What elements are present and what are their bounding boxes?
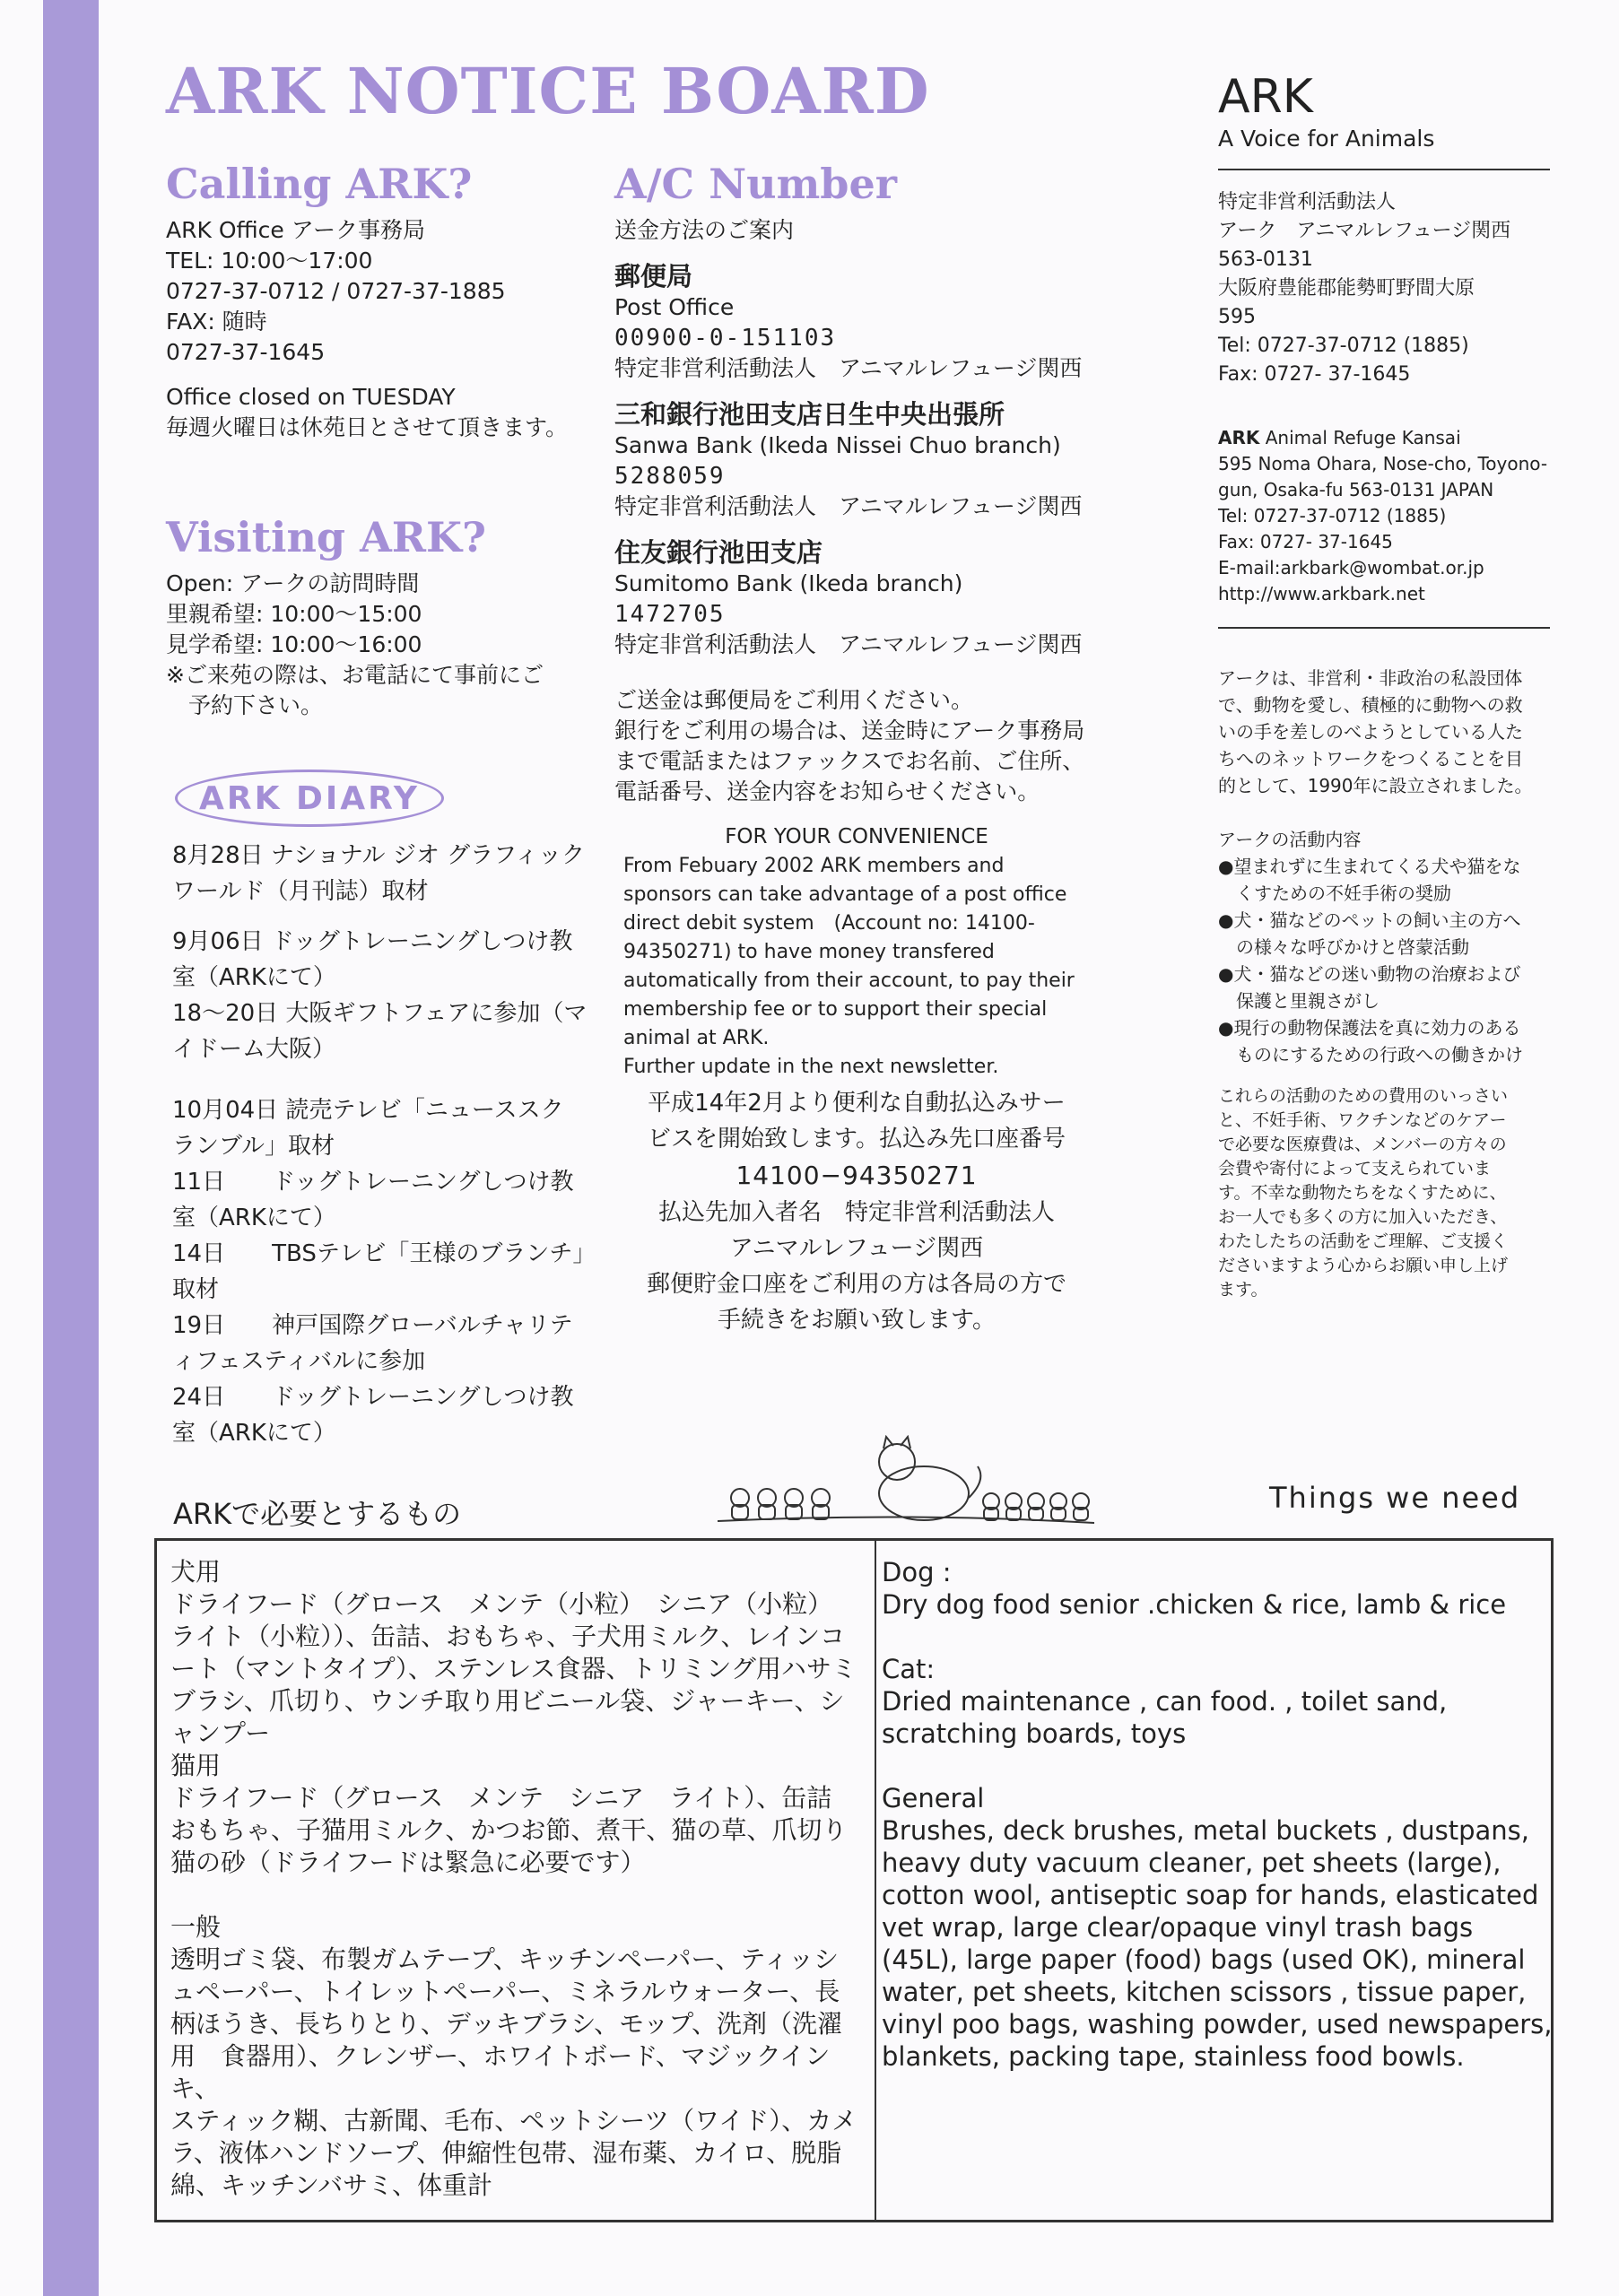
remit-notice: 電話番号、送金内容をお知らせください。 [614, 778, 1040, 804]
diary-list [172, 838, 612, 1451]
ac-number-section [614, 160, 1099, 1338]
bank-name-en: Sanwa Bank (Ikeda Nissei Chuo branch) [614, 432, 1061, 458]
remit-notice: ご送金は郵便局をご利用ください。 [614, 687, 974, 713]
activities-title: アークの活動内容 [1218, 829, 1362, 850]
closed-notice-ja: 毎週火曜日は休苑日とさせて頂きます。 [166, 414, 569, 440]
org-en-name [1218, 425, 1550, 451]
diary-entry: ランブル」取材 [172, 1133, 335, 1160]
cats-illustration [718, 1435, 1094, 1537]
funding-line: で必要な医療費は、メンバーの方々の [1218, 1135, 1507, 1154]
diary-entry: 取材 [172, 1276, 220, 1303]
needs-ja-line: ラ、液体ハンドソープ、伸縮性包帯、湿布薬、カイロ、脱脂 [170, 2138, 842, 2168]
needs-general-line: vet wrap, large clear/opaque vinyl trash bags [882, 1912, 1474, 1943]
needs-general-line: water, pet sheets, kitchen scissors , tissue paper, [882, 1977, 1527, 2007]
bank-holder: 特定非営利活動法人 アニマルレフュージ関西 [614, 355, 1083, 381]
funding-line: これらの活動のための費用のいっさい [1218, 1086, 1509, 1106]
needs-ja-line: ャンプー [170, 1718, 271, 1748]
cats-drawing [718, 1435, 1094, 1534]
needs-general-line: heavy duty vacuum cleaner, pet sheets (large), [882, 1848, 1501, 1878]
needs-ja-line: 猫の砂（ドライフードは緊急に必要です） [170, 1848, 646, 1877]
convenience-ja: 平成14年2月より便利な自動払込みサー [648, 1090, 1066, 1117]
activity-line: ●犬・猫などのペットの飼い主の方へ [1218, 909, 1521, 931]
org-en-name-bold: ARK [1218, 427, 1260, 448]
org-en-line: gun, Osaka-fu 563-0131 JAPAN [1218, 479, 1494, 500]
left-color-stripe [43, 0, 99, 2296]
calling-section [166, 160, 568, 443]
diary-entry: ィフェスティバルに参加 [172, 1348, 426, 1375]
convenience-line: From Febuary 2002 ARK members and [623, 855, 1005, 877]
ac-heading: A/C Number [614, 160, 897, 208]
needs-ja-line: ライト（小粒））、缶詰、おもちゃ、子犬用ミルク、レインコ [170, 1622, 846, 1651]
visiting-line: ※ご来苑の際は、お電話にて事前にご [166, 662, 544, 688]
visiting-section [166, 513, 544, 721]
org-ja-line: 大阪府豊能郡能勢町野間大原 [1218, 277, 1475, 300]
org-ja-line: 563-0131 [1218, 248, 1313, 271]
calling-heading: Calling ARK? [166, 160, 473, 208]
org-website: http://www.arkbark.net [1218, 583, 1425, 604]
needs-ja-line: 用 食器用）、クレンザー、ホワイトボード、マジックインキ、 [170, 2041, 831, 2103]
needs-cat-line: scratching boards, toys [882, 1718, 1187, 1749]
convenience-ja: 郵便貯金口座をご利用の方は各局の方で [646, 1271, 1066, 1298]
convenience-ja: 払込先加入者名 特定非営利活動法人 [657, 1199, 1055, 1226]
org-en-line: Tel: 0727-37-0712 (1885) [1218, 505, 1447, 526]
needs-dog-line: Dry dog food senior .chicken & rice, lamb & rice [882, 1589, 1507, 1620]
convenience-line: automatically from their account, to pay their [623, 970, 1075, 992]
bank-number: 1472705 [614, 601, 726, 628]
funding-line: お一人でも多くの方に加入いただき、 [1218, 1207, 1508, 1227]
needs-ja-line: ドライフード（グロース メンテ（小粒） シニア（小粒） [170, 1589, 833, 1619]
diary-entry: 室（ARKにて） [172, 1420, 336, 1447]
needs-general-line: Brushes, deck brushes, metal buckets , dustpans, [882, 1815, 1529, 1846]
needs-ja-line [170, 1879, 861, 1911]
diary-entry: 14日 TBSテレビ「王様のブランチ」 [172, 1240, 596, 1267]
convenience-line: Further update in the next newsletter. [623, 1056, 999, 1078]
debit-account-number: 14100−94350271 [736, 1161, 978, 1190]
convenience-ja: 手続きをお願い致します。 [718, 1307, 996, 1334]
needs-cat-title: Cat: [882, 1654, 936, 1684]
org-ja-line: 595 [1218, 306, 1256, 328]
needs-title-en: Things we need [1269, 1481, 1521, 1515]
org-about-line: いの手を差しのべようとしている人た [1218, 721, 1523, 743]
org-ja-line: アーク アニマルレフュージ関西 [1218, 220, 1511, 242]
needs-cat-line: Dried maintenance , can food. , toilet sand, [882, 1686, 1448, 1717]
org-info [1218, 70, 1550, 1302]
bank-name-ja: 三和銀行池田支店日生中央出張所 [614, 399, 1005, 430]
bank-name-ja: 住友銀行池田支店 [614, 537, 823, 568]
needs-ja-line: ート（マントタイプ）、ステンレス食器、トリミング用ハサミ [170, 1654, 857, 1683]
ac-intro: 送金方法のご案内 [614, 217, 795, 243]
org-en-line: Fax: 0727- 37-1645 [1218, 531, 1393, 552]
closed-notice: Office closed on TUESDAY [166, 384, 456, 410]
convenience-ja: アニマルレフュージ関西 [729, 1235, 984, 1262]
activity-line: ものにするための行政への働きかけ [1218, 1044, 1523, 1065]
org-about-line: ちへのネットワークをつくることを目 [1218, 748, 1523, 770]
activity-line: くすための不妊手術の奨励 [1218, 883, 1451, 904]
visiting-line: 見学希望: 10:00〜16:00 [166, 631, 422, 657]
diary-entry: 9月06日 ドッグトレーニングしつけ教 [172, 928, 573, 955]
needs-ja-line: 一般 [170, 1912, 222, 1942]
needs-dog-title: Dog : [882, 1557, 952, 1587]
diary-entry: 10月04日 読売テレビ「ニューススク [172, 1097, 564, 1124]
visiting-line: Open: アークの訪問時間 [166, 570, 420, 596]
activity-line: ●望まれずに生まれてくる犬や猫をな [1218, 856, 1521, 877]
org-en-name-rest: Animal Refuge Kansai [1259, 427, 1461, 448]
visiting-line: 里親希望: 10:00〜15:00 [166, 601, 422, 627]
activity-line: 保護と里親さがし [1218, 990, 1380, 1012]
needs-general-line: vinyl poo bags, washing powder, used newspapers, [882, 2009, 1553, 2039]
visiting-heading: Visiting ARK? [166, 513, 486, 561]
org-en-line: 595 Noma Ohara, Nose-cho, Toyono- [1218, 453, 1548, 474]
funding-line: ます。 [1218, 1280, 1268, 1300]
needs-general-line: blankets, packing tape, stainless food bowls. [882, 2041, 1465, 2072]
diary-entry: 室（ARKにて） [172, 1205, 336, 1231]
bank-name-en: Post Office [614, 294, 735, 320]
needs-ja-line: おもちゃ、子猫用ミルク、かつお節、煮干、猫の草、爪切り [170, 1815, 848, 1845]
org-ja-line: Tel: 0727-37-0712 (1885) [1218, 335, 1469, 357]
needs-column-divider [875, 1538, 876, 2222]
calling-line: 0727-37-1645 [166, 339, 326, 365]
needs-ja-line: 犬用 [170, 1557, 222, 1587]
needs-ja-line: ドライフード（グロース メンテ シニア ライト）、缶詰 [170, 1783, 832, 1813]
convenience-line: animal at ARK. [623, 1027, 770, 1049]
remit-notice: 銀行をご利用の場合は、送金時にアーク事務局 [614, 718, 1085, 744]
bank-holder: 特定非営利活動法人 アニマルレフュージ関西 [614, 631, 1083, 657]
needs-ja-line: スティック糊、古新聞、毛布、ペットシーツ（ワイド）、カメ [170, 2106, 857, 2135]
bank-number: 5288059 [614, 463, 726, 490]
activity-line: の様々な呼びかけと啓蒙活動 [1218, 936, 1469, 958]
org-ja-line: Fax: 0727- 37-1645 [1218, 363, 1411, 386]
diary-entry: 24日 ドッグトレーニングしつけ教 [172, 1384, 574, 1411]
diary-entry: 室（ARKにて） [172, 964, 336, 991]
needs-general-line: (45L), large paper (food) bags (used OK), mineral [882, 1944, 1526, 1975]
diary-entry: 19日 神戸国際グローバルチャリテ [172, 1312, 573, 1339]
diary-entry: 11日 ドッグトレーニングしつけ教 [172, 1169, 574, 1196]
diary-entry: イドーム大阪） [172, 1036, 336, 1063]
org-about-line: 的として、1990年に設立されました。 [1218, 775, 1533, 796]
remit-notice: まで電話またはファックスでお名前、ご住所、 [614, 748, 1085, 774]
convenience-line: direct debit system (Account no: 14100- [623, 912, 1035, 935]
diary-entry: 18〜20日 大阪ギフトフェアに参加（マ [172, 1000, 588, 1027]
calling-line: FAX: 随時 [166, 309, 267, 335]
convenience-line: sponsors can take advantage of a post office [623, 883, 1067, 906]
convenience-line: 94350271) to have money transfered [623, 941, 995, 963]
needs-en-list [882, 1556, 1553, 2073]
org-tagline: A Voice for Animals [1218, 126, 1435, 152]
org-email: E-mail:arkbark@wombat.or.jp [1218, 557, 1484, 578]
needs-ja-line: 透明ゴミ袋、布製ガムテープ、キッチンペーパー、ティッシ [170, 1944, 840, 1974]
funding-line: す。不幸な動物たちをなくすために、 [1218, 1183, 1507, 1203]
org-logo-title: ARK [1218, 70, 1313, 124]
needs-general-line: cotton wool, antiseptic soap for hands, elasticated [882, 1880, 1539, 1910]
needs-ja-line: ブラシ、爪切り、ウンチ取り用ビニール袋、ジャーキー、シ [170, 1686, 845, 1716]
funding-line: ださいますよう心からお願い申し上げ [1218, 1256, 1509, 1275]
calling-line: ARK Office アーク事務局 [166, 217, 425, 243]
needs-ja-line: 猫用 [170, 1751, 222, 1780]
org-divider [1218, 169, 1550, 170]
bank-name-en: Sumitomo Bank (Ikeda branch) [614, 570, 963, 596]
funding-line: と、不妊手術、ワクチンなどのケアー [1218, 1110, 1507, 1130]
convenience-title: FOR YOUR CONVENIENCE [725, 825, 988, 848]
funding-line: 会費や寄付によって支えられていま [1218, 1159, 1492, 1178]
calling-line: 0727-37-0712 / 0727-37-1885 [166, 278, 506, 304]
needs-ja-line: 柄ほうき、長ちりとり、デッキブラシ、モップ、洗剤（洗濯 [170, 2009, 843, 2039]
calling-line: TEL: 10:00〜17:00 [166, 248, 373, 274]
masthead-title: ARK NOTICE BOARD [166, 54, 930, 128]
bank-number: 00900-0-151103 [614, 325, 837, 352]
bank-holder: 特定非営利活動法人 アニマルレフュージ関西 [614, 493, 1083, 519]
activity-line: ●犬・猫などの迷い動物の治療および [1218, 963, 1521, 985]
org-about-line: で、動物を愛し、積極的に動物への救 [1218, 694, 1523, 716]
bank-name-ja: 郵便局 [614, 261, 693, 291]
needs-title-ja: ARKで必要とするもの [173, 1497, 462, 1531]
convenience-line: membership fee or to support their special [623, 998, 1048, 1021]
convenience-ja: ビスを開始致します。払込み先口座番号 [648, 1126, 1066, 1152]
visiting-line: 予約下さい。 [166, 692, 324, 718]
needs-ja-list [170, 1556, 861, 2202]
needs-general-title: General [882, 1783, 985, 1813]
diary-entry: ワールド（月刊誌）取材 [172, 878, 429, 905]
ark-diary-badge: ARK DIARY [175, 770, 444, 827]
org-ja-line: 特定非営利活動法人 [1218, 191, 1397, 213]
org-about-line: アークは、非営利・非政治の私設団体 [1218, 667, 1523, 689]
needs-ja-line: ュペーパー、トイレットペーパー、ミネラルウォーター、長 [170, 1977, 840, 2006]
activity-line: ●現行の動物保護法を真に効力のある [1218, 1017, 1521, 1039]
org-divider [1218, 627, 1550, 629]
funding-line: わたしたちの活動をご理解、ご支援く [1218, 1231, 1509, 1251]
needs-ja-line: 綿、キッチンバサミ、体重計 [170, 2170, 492, 2200]
diary-entry: 8月28日 ナショナル ジオ グラフィック [172, 842, 586, 869]
